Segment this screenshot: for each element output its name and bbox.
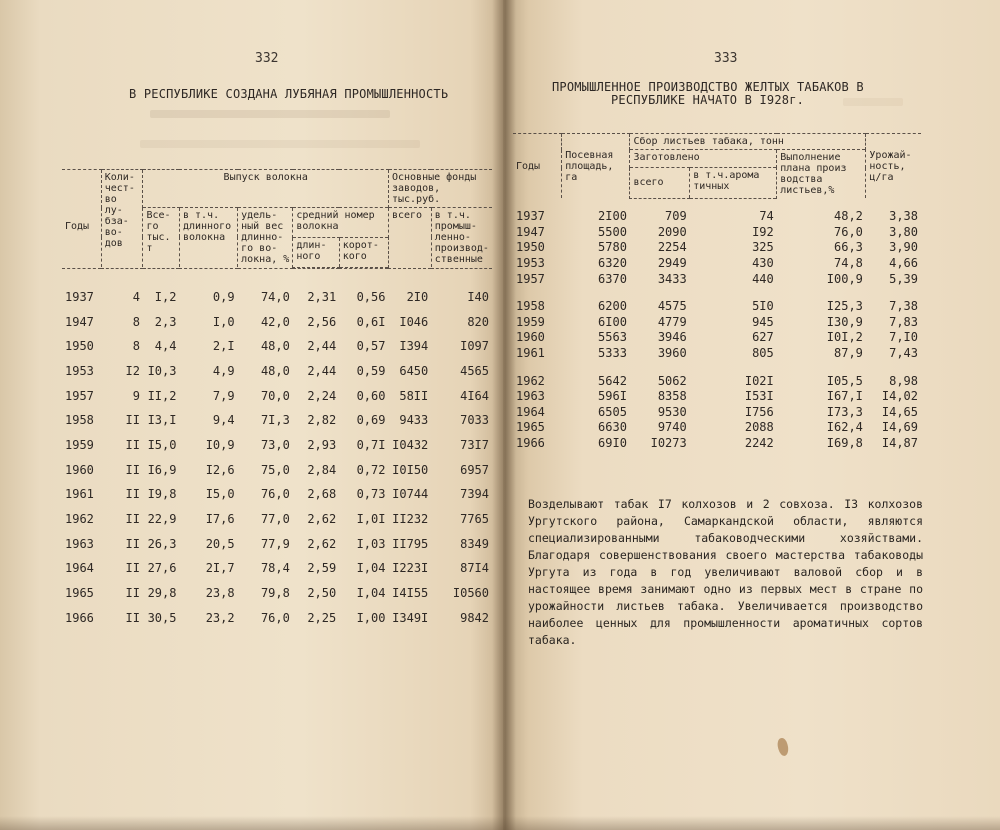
table-cell: 7765: [460, 512, 489, 527]
table-cell: 70,0: [260, 388, 290, 403]
col-fa-total-header: всего: [388, 208, 431, 268]
table-cell: 8: [132, 314, 140, 329]
table-cell: I5,0: [147, 437, 177, 452]
table-cell: 73I7: [460, 437, 489, 452]
table-cell: I0744: [392, 487, 429, 502]
table-cell: 3960: [657, 346, 687, 361]
table-cell: 0,57: [356, 339, 386, 354]
col-fa-industrial-header: в т.ч. промыш-ленно-производ-ственные: [431, 208, 492, 268]
table-cell: 5I0: [752, 299, 774, 314]
year-cell: 1953: [65, 363, 94, 378]
table-cell: 7,I0: [889, 330, 918, 345]
table-cell: 805: [752, 346, 774, 361]
col-area-header: Посевная площадь, га: [562, 134, 630, 199]
table-cell: 66,3: [834, 240, 863, 255]
table-cell: 9,4: [212, 413, 235, 428]
table-row: [62, 433, 492, 458]
col-long-header: длин-ного: [293, 237, 339, 267]
col-total-header: всего: [630, 168, 690, 198]
table-cell: 6957: [460, 462, 489, 477]
table-cell: I73,3: [826, 404, 863, 419]
table-cell: 0,72: [356, 462, 386, 477]
table-cell: 20,5: [205, 536, 235, 551]
table-row: [513, 330, 921, 346]
table-cell: II: [125, 610, 140, 625]
table-cell: 4565: [460, 363, 489, 378]
table-cell: 0,59: [356, 363, 386, 378]
table-cell: 3946: [657, 330, 687, 345]
table-cell: 87I4: [460, 561, 489, 576]
table-row: [62, 531, 492, 556]
table-cell: II: [125, 561, 140, 576]
table-cell: I0,3: [147, 363, 177, 378]
col-years-header: Годы: [513, 134, 562, 199]
table-cell: 23,2: [205, 610, 235, 625]
table-cell: I,0: [212, 314, 235, 329]
right-page: [503, 0, 1000, 830]
table-cell: 3,38: [889, 209, 918, 224]
table-cell: I097: [460, 339, 489, 354]
table-cell: 2,24: [307, 388, 337, 403]
table-cell: 74: [759, 209, 774, 224]
right-page-number: 333: [714, 51, 738, 66]
table-cell: II: [125, 512, 140, 527]
table-cell: 6630: [598, 420, 627, 435]
table-cell: 48,0: [260, 339, 290, 354]
table-cell: 87,9: [834, 346, 863, 361]
col-years-header: Годы: [62, 170, 101, 268]
table-cell: I5,0: [205, 487, 235, 502]
table-cell: 6I00: [598, 314, 627, 329]
table-cell: 2,44: [307, 339, 337, 354]
flax-table-body: [62, 268, 492, 630]
table-cell: 8: [132, 339, 140, 354]
table-cell: 2949: [657, 256, 687, 271]
table-row: [62, 605, 492, 630]
table-cell: 2,62: [307, 512, 337, 527]
table-cell: I,04: [356, 586, 386, 601]
right-page-title-line1: ПРОМЫШЛЕННОЕ ПРОИЗВОДСТВО ЖЕЛТЫХ ТАБАКОВ В: [552, 80, 864, 94]
table-cell: 7,83: [889, 314, 918, 329]
table-row: [513, 314, 921, 330]
year-cell: 1947: [65, 314, 94, 329]
bleed-through-text: [150, 110, 390, 118]
table-cell: 9740: [657, 420, 687, 435]
table-cell: I4,65: [881, 404, 918, 419]
table-cell: 709: [665, 209, 687, 224]
year-cell: 1957: [65, 388, 94, 403]
table-cell: I62,4: [826, 420, 863, 435]
year-cell: 1937: [516, 209, 545, 224]
table-cell: I40: [467, 289, 489, 304]
table-cell: 4575: [657, 299, 687, 314]
table-cell: 5,39: [889, 271, 918, 286]
table-cell: II: [125, 437, 140, 452]
table-cell: I,0I: [356, 512, 386, 527]
table-cell: I4,87: [881, 436, 918, 451]
table-cell: 2,25: [307, 610, 337, 625]
year-cell: 1966: [516, 436, 545, 451]
table-cell: 2,62: [307, 536, 337, 551]
table-row: [62, 581, 492, 606]
col-yield-header: Урожай-ность, ц/га: [866, 134, 921, 199]
table-cell: 6505: [598, 404, 627, 419]
col-short-header: корот-кого: [339, 237, 388, 267]
table-cell: 0,9: [212, 289, 235, 304]
table-cell: 2090: [657, 224, 687, 239]
year-cell: 1962: [65, 512, 94, 527]
table-cell: 76,0: [260, 487, 290, 502]
table-row: [513, 240, 921, 256]
table-cell: 9530: [657, 404, 687, 419]
table-row: [62, 383, 492, 408]
col-fiber-output-header: Выпуск волокна: [143, 170, 389, 208]
table-row: [62, 408, 492, 433]
right-page-title-line2: РЕСПУБЛИКЕ НАЧАТО В I928г.: [611, 93, 805, 107]
table-row: [513, 209, 921, 225]
table-cell: I,04: [356, 561, 386, 576]
col-aromatic-header: в т.ч.арома тичных: [690, 168, 777, 198]
table-cell: 26,3: [147, 536, 177, 551]
table-cell: I394: [399, 339, 429, 354]
table-cell: 2I00: [598, 209, 627, 224]
col-procured-header: Заготовлено: [630, 150, 777, 168]
table-cell: 2,93: [307, 437, 337, 452]
table-cell: 6200: [598, 299, 627, 314]
table-cell: II,2: [147, 388, 177, 403]
table-cell: 2,68: [307, 487, 337, 502]
table-cell: 74,8: [834, 256, 863, 271]
year-cell: 1965: [65, 586, 94, 601]
table-cell: 7,38: [889, 299, 918, 314]
table-cell: 2,31: [307, 289, 337, 304]
table-cell: II795: [392, 536, 429, 551]
table-cell: 4: [132, 289, 140, 304]
table-cell: 76,0: [260, 610, 290, 625]
year-cell: 1963: [516, 389, 545, 404]
table-row: [62, 457, 492, 482]
bleed-through-text: [140, 140, 420, 148]
table-cell: 3433: [657, 271, 687, 286]
table-cell: 4779: [657, 314, 687, 329]
table-row: [513, 298, 921, 314]
table-cell: I756: [744, 404, 774, 419]
table-cell: 7033: [460, 413, 489, 428]
table-cell: 5563: [598, 330, 627, 345]
table-cell: 2,50: [307, 586, 337, 601]
table-row: [513, 404, 921, 420]
page-edge-shadow: [0, 816, 1000, 830]
left-page-title: В РЕСПУБЛИКЕ СОЗДАНА ЛУБЯНАЯ ПРОМЫШЛЕННОСТЬ: [129, 87, 449, 101]
table-cell: 440: [752, 271, 774, 286]
table-cell: I7,6: [205, 512, 235, 527]
table-cell: 2,56: [307, 314, 337, 329]
table-cell: 69I0: [598, 436, 627, 451]
table-cell: 0,56: [356, 289, 386, 304]
year-cell: 1960: [65, 462, 94, 477]
table-cell: I92: [752, 224, 774, 239]
table-cell: 78,4: [260, 561, 290, 576]
table-cell: 48,2: [834, 209, 863, 224]
table-cell: 42,0: [260, 314, 290, 329]
table-cell: 0,73: [356, 487, 386, 502]
table-cell: 627: [752, 330, 774, 345]
table-cell: 2,3: [154, 314, 177, 329]
table-cell: 8349: [460, 536, 489, 551]
table-cell: 9842: [460, 610, 489, 625]
table-cell: 430: [752, 256, 774, 271]
table-cell: 2254: [657, 240, 687, 255]
table-cell: 75,0: [260, 462, 290, 477]
table-cell: I25,3: [826, 299, 863, 314]
table-cell: 4,66: [889, 256, 918, 271]
table-cell: 2I0: [406, 289, 429, 304]
col-long-fiber-header: в т.ч. длинного волокна: [179, 208, 237, 268]
year-cell: 1964: [65, 561, 94, 576]
table-cell: I00,9: [826, 271, 863, 286]
body-paragraph: Возделывают табак I7 колхозов и 2 совхоза. I3 колхозов Ургутского района, Самаркандской области, являются специализированными табаководческими хозяйствами. Благодаря совершенствования своего мастерства табаководы Ургута из года в год увеличивают валовой сбор и в настоящее время занимают одно из первых мест в стране по урожайности листьев табака. Увеличивается производство наиболее ценных для промышленности ароматичных сортов табака.: [528, 497, 923, 647]
table-cell: I,2: [154, 289, 177, 304]
table-cell: I,00: [356, 610, 386, 625]
table-cell: 5500: [598, 224, 627, 239]
table-row: [62, 556, 492, 581]
table-cell: 0,60: [356, 388, 386, 403]
table-cell: 4I64: [460, 388, 489, 403]
table-cell: 9: [132, 388, 140, 403]
table-cell: I046: [399, 314, 429, 329]
table-cell: 0,6I: [356, 314, 386, 329]
year-cell: 1960: [516, 330, 545, 345]
table-cell: I30,9: [826, 314, 863, 329]
year-cell: 1950: [65, 339, 94, 354]
year-cell: 1950: [516, 240, 545, 255]
table-cell: 3,90: [889, 240, 918, 255]
table-row: [513, 435, 921, 451]
table-cell: I9,8: [147, 487, 177, 502]
table-cell: I02I: [744, 373, 774, 388]
table-cell: 6320: [598, 256, 627, 271]
table-cell: 58II: [399, 388, 429, 403]
table-cell: I2: [125, 363, 140, 378]
table-cell: 7I,3: [260, 413, 290, 428]
bleed-through-text: [843, 98, 903, 106]
col-total-header: Все-го тыс. т: [143, 208, 180, 268]
tobacco-table-body: [513, 198, 921, 451]
table-cell: 2,84: [307, 462, 337, 477]
table-cell: I4I55: [392, 586, 429, 601]
table-cell: I3,I: [147, 413, 177, 428]
year-cell: 1962: [516, 373, 545, 388]
table-cell: II: [125, 413, 140, 428]
table-row: [513, 388, 921, 404]
col-harvest-header: Сбор листьев табака, тонн: [630, 134, 866, 150]
table-cell: I6,9: [147, 462, 177, 477]
table-row: [513, 345, 921, 361]
year-cell: 1961: [516, 346, 545, 361]
table-row: [513, 271, 921, 287]
year-cell: 1957: [516, 271, 545, 286]
table-cell: II: [125, 586, 140, 601]
table-cell: I0I,2: [826, 330, 863, 345]
table-cell: 23,8: [205, 586, 235, 601]
table-cell: I0432: [392, 437, 429, 452]
table-cell: 30,5: [147, 610, 177, 625]
table-cell: 5333: [598, 346, 627, 361]
table-cell: I4,02: [881, 389, 918, 404]
table-cell: I69,8: [826, 436, 863, 451]
table-row: [513, 224, 921, 240]
year-cell: 1966: [65, 610, 94, 625]
table-row: [62, 482, 492, 507]
year-cell: 1958: [516, 299, 545, 314]
table-cell: 6450: [399, 363, 429, 378]
year-cell: 1953: [516, 256, 545, 271]
table-cell: 29,8: [147, 586, 177, 601]
tobacco-production-table: [513, 133, 921, 451]
year-cell: 1959: [65, 437, 94, 452]
table-cell: II: [125, 536, 140, 551]
table-row: [62, 285, 492, 310]
table-cell: 27,6: [147, 561, 177, 576]
table-cell: 325: [752, 240, 774, 255]
left-page-number: 332: [255, 51, 279, 66]
table-cell: 77,0: [260, 512, 290, 527]
year-cell: 1965: [516, 420, 545, 435]
table-cell: 4,9: [212, 363, 235, 378]
col-avg-number-header: средний номер волокна: [293, 208, 389, 238]
table-cell: I4,69: [881, 420, 918, 435]
table-cell: 48,0: [260, 363, 290, 378]
year-cell: 1961: [65, 487, 94, 502]
table-cell: I,03: [356, 536, 386, 551]
table-cell: 2,59: [307, 561, 337, 576]
col-share-long-header: удель-ный вес длинно-го во-локна, %: [238, 208, 293, 268]
book-gutter: [492, 0, 516, 830]
table-cell: 7,9: [212, 388, 235, 403]
table-row: [513, 420, 921, 436]
table-cell: 2088: [744, 420, 774, 435]
year-cell: 1959: [516, 314, 545, 329]
year-cell: 1964: [516, 404, 545, 419]
table-cell: 8358: [657, 389, 687, 404]
table-cell: 8,98: [889, 373, 918, 388]
table-cell: 4,4: [154, 339, 177, 354]
table-cell: I223I: [392, 561, 429, 576]
flax-industry-table: [62, 169, 492, 630]
table-cell: 5780: [598, 240, 627, 255]
table-cell: I0,9: [205, 437, 235, 452]
table-cell: II: [125, 487, 140, 502]
table-cell: 0,7I: [356, 437, 386, 452]
col-fixed-assets-header: Основные фонды заводов, тыс.руб.: [388, 170, 492, 208]
year-cell: 1937: [65, 289, 94, 304]
table-cell: 2,I: [212, 339, 235, 354]
table-cell: 0,69: [356, 413, 386, 428]
table-row: [62, 507, 492, 532]
table-row: [513, 373, 921, 389]
table-cell: 9433: [399, 413, 429, 428]
table-cell: 5642: [598, 373, 627, 388]
table-cell: 2I,7: [205, 561, 235, 576]
table-cell: I67,I: [826, 389, 863, 404]
year-cell: 1947: [516, 224, 545, 239]
table-row: [62, 309, 492, 334]
table-cell: 73,0: [260, 437, 290, 452]
table-cell: 2,44: [307, 363, 337, 378]
table-cell: 6370: [598, 271, 627, 286]
col-plan-header: Выполнение плана произ водства листьев,%: [777, 150, 866, 199]
table-cell: 77,9: [260, 536, 290, 551]
table-cell: 596I: [598, 389, 627, 404]
table-cell: 3,80: [889, 224, 918, 239]
table-cell: 74,0: [260, 289, 290, 304]
table-cell: 7394: [460, 487, 489, 502]
table-row: [62, 334, 492, 359]
table-cell: I0273: [650, 436, 687, 451]
table-cell: 2242: [744, 436, 774, 451]
table-cell: 820: [467, 314, 489, 329]
table-row: [513, 255, 921, 271]
year-cell: 1958: [65, 413, 94, 428]
table-cell: 79,8: [260, 586, 290, 601]
table-cell: I2,6: [205, 462, 235, 477]
table-cell: I0560: [452, 586, 489, 601]
col-plants-header: Коли-чест-во лу-бза-во-дов: [101, 170, 143, 268]
table-cell: II: [125, 462, 140, 477]
table-cell: 76,0: [834, 224, 863, 239]
table-row: [62, 359, 492, 384]
table-cell: I349I: [392, 610, 429, 625]
table-cell: I0I50: [392, 462, 429, 477]
table-cell: 945: [752, 314, 774, 329]
table-cell: II232: [392, 512, 429, 527]
table-cell: I05,5: [826, 373, 863, 388]
table-cell: I53I: [744, 389, 774, 404]
table-cell: 2,82: [307, 413, 337, 428]
year-cell: 1963: [65, 536, 94, 551]
table-cell: 22,9: [147, 512, 177, 527]
table-cell: 5062: [657, 373, 687, 388]
table-cell: 7,43: [889, 346, 918, 361]
